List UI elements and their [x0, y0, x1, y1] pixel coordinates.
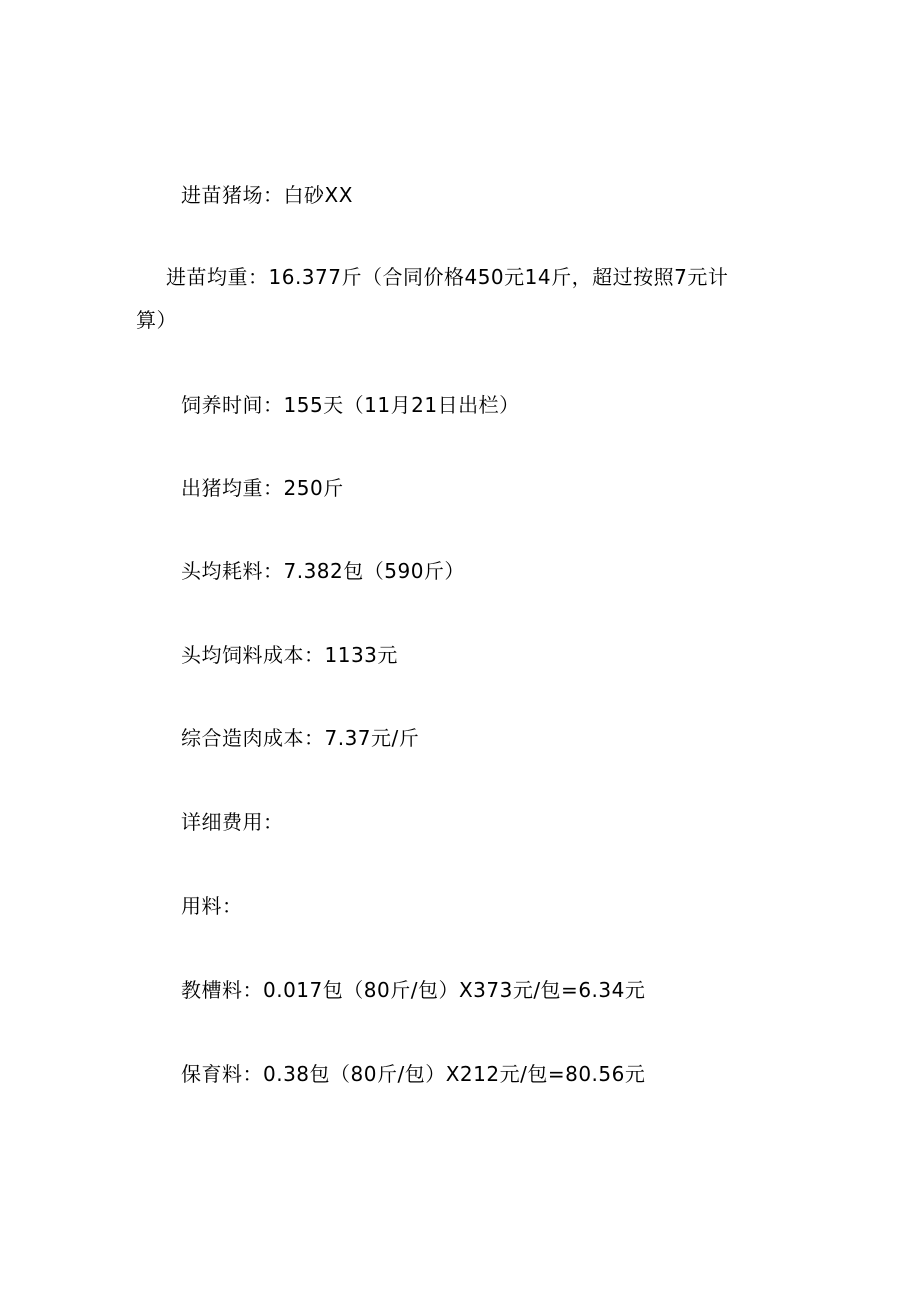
source-farm-line: 进苗猪场：白砂XX [181, 183, 353, 207]
feeding-time-line: 饲养时间：155天（11月21日出栏） [181, 393, 520, 417]
avg-pig-weight-line: 出猪均重：250斤 [181, 476, 344, 500]
detailed-costs-heading: 详细费用： [181, 810, 284, 834]
feed-usage-heading: 用料： [181, 894, 243, 918]
overall-meat-cost-line: 综合造肉成本：7.37元/斤 [181, 726, 420, 750]
avg-piglet-weight-line: 进苗均重：16.377斤（合同价格450元14斤，超过按照7元计 [166, 265, 729, 289]
avg-feed-consumption-line: 头均耗料：7.382包（590斤） [181, 559, 465, 583]
avg-feed-cost-line: 头均饲料成本：1133元 [181, 643, 398, 667]
nursery-feed-line: 保育料：0.38包（80斤/包）X212元/包=80.56元 [181, 1062, 646, 1086]
creep-feed-line: 教槽料：0.017包（80斤/包）X373元/包=6.34元 [181, 978, 646, 1002]
avg-piglet-weight-line-cont: 算） [136, 308, 177, 332]
